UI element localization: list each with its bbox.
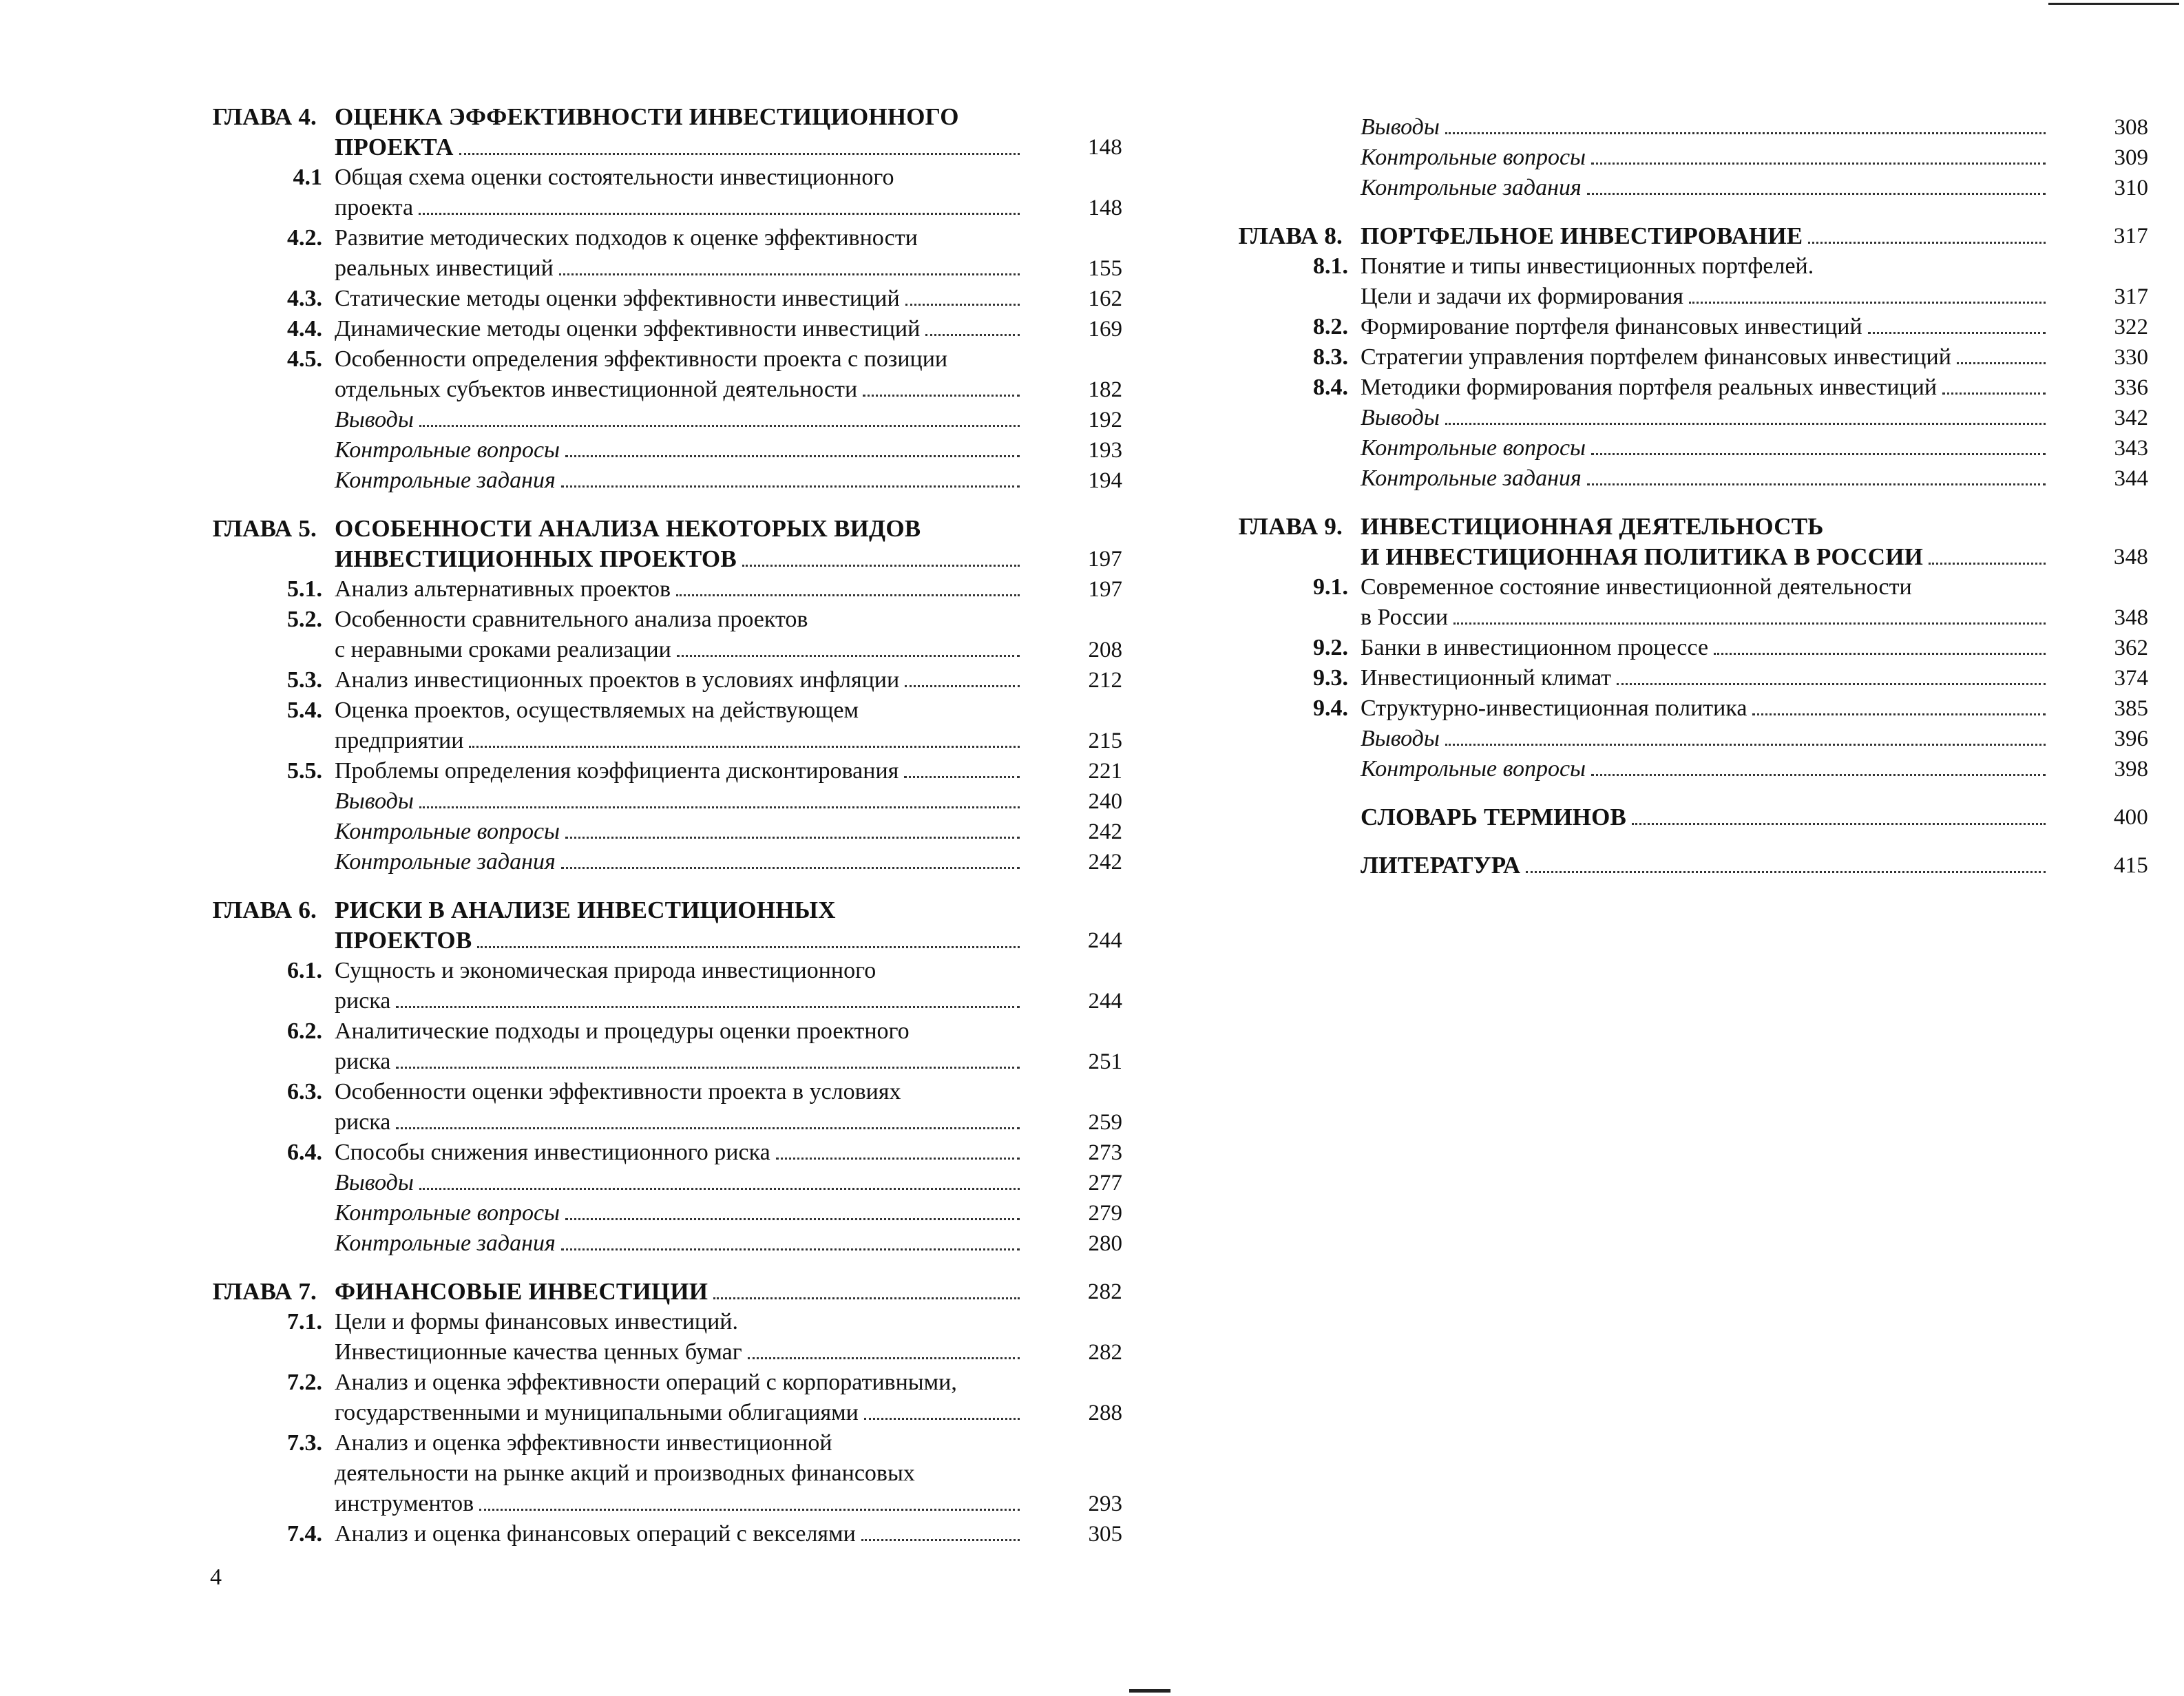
toc-entry-title: государственными и муниципальными облигациями: [335, 1400, 859, 1425]
toc-entry-number: 5.2.: [287, 607, 322, 632]
toc-entry-number: 5.4.: [287, 698, 322, 723]
toc-entry-title: Проблемы определения коэффициента дисконтирования: [335, 758, 899, 784]
toc-page-number: 277: [1088, 1171, 1122, 1195]
dot-leader: [1445, 132, 2046, 134]
dot-leader: [561, 1248, 1020, 1250]
toc-page-number: 396: [2114, 726, 2148, 751]
dot-leader: [1587, 193, 2046, 195]
toc-entry-number: 9.1.: [1313, 574, 1348, 600]
toc-entry-title: Структурно-инвестиционная политика: [1361, 695, 1747, 721]
toc-entry-title: ОЦЕНКА ЭФФЕКТИВНОСТИ ИНВЕСТИЦИОННОГО: [335, 103, 959, 130]
toc-page-number: 415: [2113, 853, 2148, 878]
toc-page-number: 282: [1088, 1340, 1122, 1365]
toc-page-number: 309: [2114, 145, 2148, 170]
toc-entry-title: Контрольные вопросы: [1361, 756, 1586, 782]
toc-entry-title: Контрольные задания: [1361, 465, 1582, 491]
toc-entry-title: ЛИТЕРАТУРА: [1361, 852, 1521, 879]
dot-leader: [748, 1357, 1020, 1359]
toc-entry-number: ГЛАВА 9.: [1238, 513, 1343, 540]
toc-entry-number: ГЛАВА 6.: [212, 897, 317, 923]
toc-page-number: 348: [2113, 545, 2148, 569]
toc-page-number: 259: [1088, 1110, 1122, 1135]
toc-entry-title: Контрольные задания: [335, 468, 556, 493]
toc-entry-title: Контрольные задания: [335, 849, 556, 875]
toc-entry-title: в России: [1361, 605, 1449, 630]
dot-leader: [925, 334, 1020, 336]
toc-page-number: 288: [1088, 1401, 1122, 1425]
dot-leader: [1868, 332, 2046, 334]
scan-mark-top-right: [2048, 3, 2179, 5]
toc-page-number: 194: [1088, 468, 1122, 493]
dot-leader: [1591, 774, 2046, 776]
toc-entry-number: ГЛАВА 7.: [212, 1278, 317, 1305]
dot-leader: [1929, 563, 2046, 565]
toc-entry-title: Цели и формы финансовых инвестиций.: [335, 1309, 738, 1334]
toc-entry-number: ГЛАВА 4.: [212, 103, 317, 130]
toc-page-number: 155: [1088, 256, 1122, 281]
toc-page-number: 182: [1088, 377, 1122, 402]
toc-page-number: 242: [1088, 819, 1122, 844]
dot-leader: [565, 1218, 1020, 1220]
scan-mark-bottom-center: [1129, 1689, 1170, 1693]
dot-leader: [1591, 163, 2046, 165]
dot-leader: [396, 1067, 1020, 1069]
toc-page-number: 192: [1088, 408, 1122, 432]
toc-entry-title: Банки в инвестиционном процессе: [1361, 635, 1709, 660]
toc-entry-title: Сущность и экономическая природа инвестиционного: [335, 958, 876, 983]
toc-entry-number: 4.2.: [287, 225, 322, 251]
toc-page-number: 169: [1088, 317, 1122, 342]
toc-page-number: 208: [1088, 638, 1122, 662]
toc-entry-number: 4.1: [293, 165, 322, 190]
toc-entry-number: 4.4.: [287, 316, 322, 342]
toc-entry-title: Цели и задачи их формирования: [1361, 284, 1683, 309]
toc-page-number: 279: [1088, 1201, 1122, 1226]
toc-entry-title: Выводы: [335, 788, 414, 814]
dot-leader: [1445, 744, 2046, 746]
toc-page-number: 215: [1088, 729, 1122, 753]
toc-entry-number: 8.4.: [1313, 375, 1348, 400]
toc-page-number: 343: [2114, 436, 2148, 461]
dot-leader: [469, 746, 1020, 748]
toc-entry-title: Современное состояние инвестиционной деятельности: [1361, 574, 1912, 600]
dot-leader: [1942, 392, 2046, 395]
dot-leader: [419, 213, 1020, 215]
dot-leader: [477, 946, 1020, 948]
toc-entry-title: СЛОВАРЬ ТЕРМИНОВ: [1361, 804, 1627, 830]
toc-entry-title: Методики формирования портфеля реальных инвестиций: [1361, 375, 1938, 400]
toc-page-number: 240: [1088, 789, 1122, 814]
toc-entry-title: ИНВЕСТИЦИОННЫХ ПРОЕКТОВ: [335, 545, 737, 572]
toc-entry-title: Выводы: [1361, 114, 1440, 140]
toc-entry-title: Инвестиционные качества ценных бумаг: [335, 1339, 742, 1365]
toc-page-number: 400: [2113, 805, 2148, 830]
toc-entry-title: инструментов: [335, 1491, 474, 1516]
toc-page-number: 310: [2114, 176, 2148, 200]
toc-entry-title: ПРОЕКТОВ: [335, 927, 472, 954]
toc-entry-title: деятельности на рынке акций и производных финансовых: [335, 1461, 915, 1486]
dot-leader: [1957, 362, 2046, 364]
dot-leader: [904, 776, 1020, 778]
toc-page-number: 244: [1087, 928, 1122, 953]
toc-entry-number: 8.2.: [1313, 314, 1348, 339]
toc-page-number: 242: [1088, 850, 1122, 875]
toc-page-number: 398: [2114, 757, 2148, 782]
toc-entry-title: Статические методы оценки эффективности инвестиций: [335, 286, 900, 311]
dot-leader: [1632, 823, 2046, 825]
toc-entry-title: риска: [335, 1049, 391, 1074]
toc-entry-number: 5.5.: [287, 758, 322, 784]
toc-entry-title: Выводы: [1361, 726, 1440, 751]
toc-entry-title: отдельных субъектов инвестиционной деятельности: [335, 377, 858, 402]
toc-entry-title: с неравными сроками реализации: [335, 637, 671, 662]
toc-entry-title: Контрольные вопросы: [335, 1200, 560, 1226]
toc-entry-number: 7.3.: [287, 1430, 322, 1456]
toc-entry-title: Стратегии управления портфелем финансовых инвестиций: [1361, 344, 1951, 370]
toc-page-number: 317: [2114, 284, 2148, 309]
toc-page-number: 308: [2114, 115, 2148, 140]
toc-page-number: 148: [1087, 135, 1122, 160]
toc-entry-number: 9.4.: [1313, 695, 1348, 721]
toc-entry-title: Развитие методических подходов к оценке эффективности: [335, 225, 918, 251]
toc-entry-number: 6.2.: [287, 1018, 322, 1044]
dot-leader: [1445, 423, 2046, 425]
toc-entry-title: реальных инвестиций: [335, 255, 554, 281]
dot-leader: [565, 455, 1020, 457]
toc-entry-title: ПРОЕКТА: [335, 134, 454, 160]
toc-entry-title: Контрольные вопросы: [1361, 435, 1586, 461]
dot-leader: [742, 565, 1020, 567]
page-number: 4: [210, 1564, 222, 1590]
toc-page-number: 251: [1088, 1049, 1122, 1074]
toc-page-number: 273: [1088, 1140, 1122, 1165]
toc-page-number: 197: [1087, 547, 1122, 572]
toc-page-number: 293: [1088, 1491, 1122, 1516]
toc-entry-number: 9.2.: [1313, 635, 1348, 660]
toc-page-number: 305: [1088, 1522, 1122, 1547]
toc-entry-title: И ИНВЕСТИЦИОННАЯ ПОЛИТИКА В РОССИИ: [1361, 543, 1924, 570]
toc-entry-title: Особенности сравнительного анализа проектов: [335, 607, 808, 632]
toc-page-number: 336: [2114, 375, 2148, 400]
toc-entry-number: 5.3.: [287, 667, 322, 693]
dot-leader: [559, 273, 1020, 275]
toc-entry-title: ФИНАНСОВЫЕ ИНВЕСТИЦИИ: [335, 1278, 708, 1305]
toc-entry-title: риска: [335, 1109, 391, 1135]
dot-leader: [1752, 713, 2046, 715]
dot-leader: [419, 425, 1020, 427]
toc-entry-number: 7.1.: [287, 1309, 322, 1334]
toc-entry-title: ИНВЕСТИЦИОННАЯ ДЕЯТЕЛЬНОСТЬ: [1361, 513, 1824, 540]
toc-entry-number: 6.3.: [287, 1079, 322, 1105]
toc-page-number: 374: [2114, 666, 2148, 691]
toc-entry-title: Анализ и оценка финансовых операций с векселями: [335, 1521, 856, 1547]
toc-entry-title: Особенности определения эффективности проекта с позиции: [335, 346, 948, 372]
toc-entry-number: 5.1.: [287, 576, 322, 602]
dot-leader: [1689, 302, 2046, 304]
toc-entry-number: 6.4.: [287, 1140, 322, 1165]
dot-leader: [676, 594, 1020, 596]
dot-leader: [561, 485, 1020, 488]
toc-page-number: 280: [1088, 1231, 1122, 1256]
toc-entry-number: 6.1.: [287, 958, 322, 983]
toc-entry-number: ГЛАВА 5.: [212, 515, 317, 542]
toc-page-number: 162: [1088, 286, 1122, 311]
toc-entry-title: Выводы: [335, 407, 414, 432]
dot-leader: [861, 1539, 1020, 1541]
dot-leader: [905, 304, 1020, 306]
toc-entry-title: Динамические методы оценки эффективности инвестиций: [335, 316, 921, 342]
dot-leader: [565, 837, 1020, 839]
toc-page-number: 317: [2113, 224, 2148, 249]
dot-leader: [459, 153, 1020, 155]
toc-page-number: 330: [2114, 345, 2148, 370]
toc-entry-number: 4.3.: [287, 286, 322, 311]
toc-entry-title: Выводы: [335, 1170, 414, 1195]
toc-entry-title: риска: [335, 988, 391, 1014]
dot-leader: [1617, 683, 2046, 685]
toc-page-number: 197: [1088, 577, 1122, 602]
dot-leader: [479, 1509, 1020, 1511]
toc-entry-title: Выводы: [1361, 405, 1440, 430]
toc-page-number: 244: [1088, 989, 1122, 1014]
dot-leader: [1591, 453, 2046, 455]
dot-leader: [561, 867, 1020, 869]
toc-page-number: 148: [1088, 196, 1122, 220]
toc-entry-title: ОСОБЕННОСТИ АНАЛИЗА НЕКОТОРЫХ ВИДОВ: [335, 515, 921, 542]
toc-page-number: 342: [2114, 406, 2148, 430]
toc-entry-number: 8.1.: [1313, 253, 1348, 279]
toc-entry-title: Контрольные задания: [1361, 175, 1582, 200]
toc-entry-title: Анализ инвестиционных проектов в условиях инфляции: [335, 667, 900, 693]
toc-entry-title: Способы снижения инвестиционного риска: [335, 1140, 770, 1165]
toc-entry-title: Оценка проектов, осуществляемых на действующем: [335, 698, 859, 723]
dot-leader: [864, 1418, 1020, 1420]
toc-entry-title: ПОРТФЕЛЬНОЕ ИНВЕСТИРОВАНИЕ: [1361, 222, 1803, 249]
toc-entry-title: Общая схема оценки состоятельности инвестиционного: [335, 165, 894, 190]
dot-leader: [1587, 483, 2046, 485]
toc-entry-title: Понятие и типы инвестиционных портфелей.: [1361, 253, 1814, 279]
toc-entry-title: Анализ альтернативных проектов: [335, 576, 671, 602]
toc-page-number: 348: [2114, 605, 2148, 630]
toc-page-number: 362: [2114, 636, 2148, 660]
toc-page-number: 221: [1088, 759, 1122, 784]
toc-entry-title: Аналитические подходы и процедуры оценки проектного: [335, 1018, 910, 1044]
toc-page-number: 193: [1088, 438, 1122, 463]
toc-entry-number: 8.3.: [1313, 344, 1348, 370]
toc-page-number: 344: [2114, 466, 2148, 491]
dot-leader: [863, 395, 1020, 397]
toc-page-number: 212: [1088, 668, 1122, 693]
toc-entry-title: Контрольные вопросы: [335, 819, 560, 844]
toc-page-number: 322: [2114, 315, 2148, 339]
toc-entry-title: Формирование портфеля финансовых инвестиций: [1361, 314, 1862, 339]
toc-entry-title: проекта: [335, 195, 414, 220]
toc-entry-title: Анализ и оценка эффективности операций с корпоративными,: [335, 1370, 957, 1395]
toc-entry-title: Контрольные вопросы: [1361, 145, 1586, 170]
dot-leader: [419, 806, 1020, 808]
toc-page-number: 282: [1087, 1279, 1122, 1304]
dot-leader: [1808, 242, 2046, 244]
toc-entry-number: 7.2.: [287, 1370, 322, 1395]
toc-entry-number: 4.5.: [287, 346, 322, 372]
toc-entry-title: Инвестиционный климат: [1361, 665, 1612, 691]
dot-leader: [1526, 871, 2046, 873]
toc-entry-number: 7.4.: [287, 1521, 322, 1547]
toc-entry-title: Особенности оценки эффективности проекта в условиях: [335, 1079, 901, 1105]
dot-leader: [713, 1297, 1020, 1299]
toc-entry-title: предприятии: [335, 728, 464, 753]
dot-leader: [396, 1006, 1020, 1008]
toc-entry-number: ГЛАВА 8.: [1238, 222, 1343, 249]
dot-leader: [776, 1158, 1020, 1160]
dot-leader: [905, 685, 1020, 687]
toc-entry-title: Контрольные задания: [335, 1231, 556, 1256]
toc-entry-title: Анализ и оценка эффективности инвестиционной: [335, 1430, 832, 1456]
dot-leader: [1714, 653, 2046, 655]
dot-leader: [419, 1188, 1020, 1190]
toc-entry-title: РИСКИ В АНАЛИЗЕ ИНВЕСТИЦИОННЫХ: [335, 897, 836, 923]
dot-leader: [677, 655, 1020, 657]
dot-leader: [396, 1127, 1020, 1129]
toc-entry-number: 9.3.: [1313, 665, 1348, 691]
dot-leader: [1453, 622, 2046, 625]
toc-page-number: 385: [2114, 696, 2148, 721]
toc-entry-title: Контрольные вопросы: [335, 437, 560, 463]
